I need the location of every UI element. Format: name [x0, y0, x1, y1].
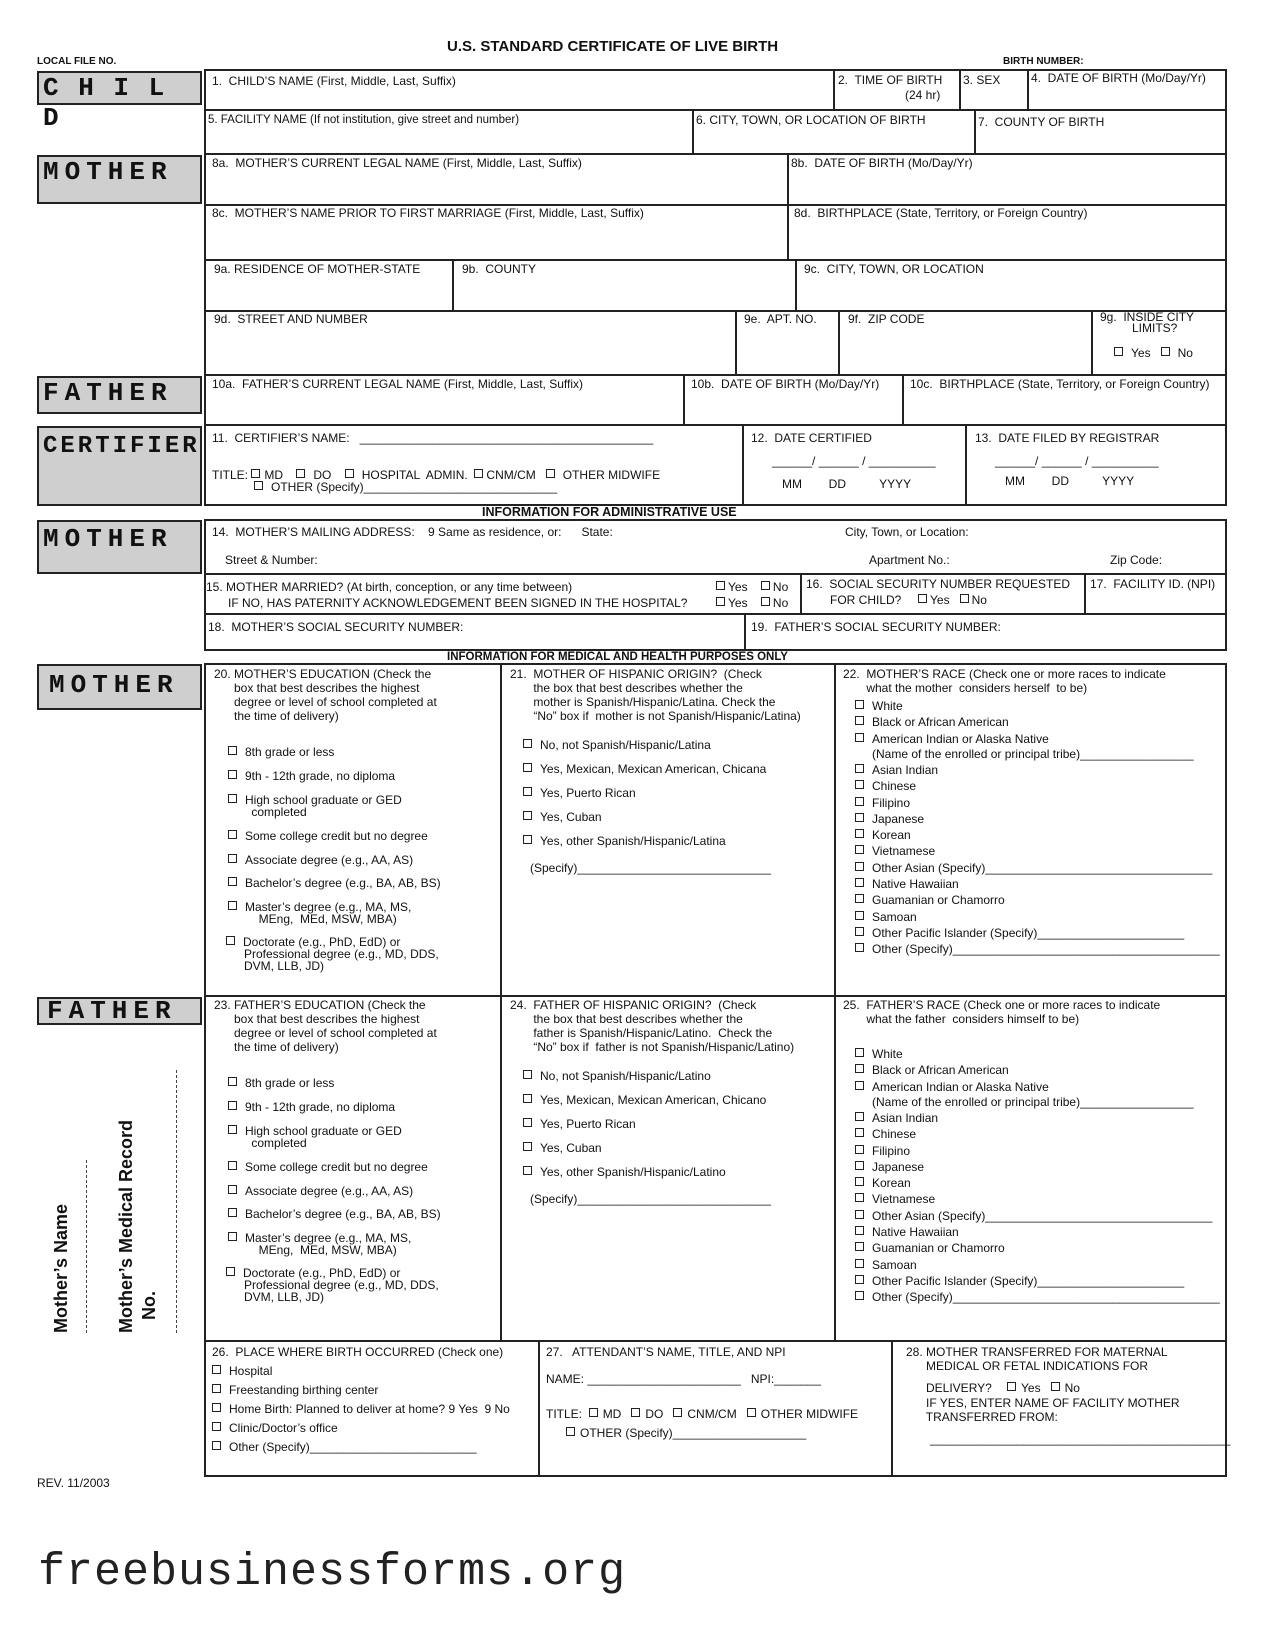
race-option[interactable]: Filipino: [855, 1144, 910, 1158]
field-9f: 9f. ZIP CODE: [848, 312, 925, 326]
race-option-checkbox[interactable]: [855, 733, 864, 742]
race-option-checkbox[interactable]: [855, 1210, 864, 1219]
race-option-checkbox[interactable]: [855, 813, 864, 822]
checkbox-27-cnm[interactable]: [673, 1408, 682, 1417]
race-option[interactable]: Other Asian (Specify)__________________________________: [855, 1209, 1212, 1223]
hispanic-option-checkbox[interactable]: [523, 1070, 532, 1079]
field-5: 5. FACILITY NAME (If not institution, give street and number): [208, 114, 520, 126]
hispanic-option-checkbox[interactable]: [523, 739, 532, 748]
education-option-checkbox[interactable]: [226, 1267, 235, 1276]
field-13-mm: MM DD YYYY: [1005, 474, 1135, 488]
race-option[interactable]: Other Asian (Specify)__________________________________: [855, 861, 1212, 875]
checkbox-15b-yes[interactable]: [716, 597, 725, 606]
field-14-apt: Apartment No.:: [869, 553, 950, 567]
mothers-name-label: Mother’s Name: [51, 1203, 71, 1333]
field-8b: 8b. DATE OF BIRTH (Mo/Day/Yr): [791, 156, 973, 170]
field-9c: 9c. CITY, TOWN, OR LOCATION: [804, 262, 984, 276]
revision-label: REV. 11/2003: [37, 1476, 110, 1490]
field-15a: 15. MOTHER MARRIED? (At birth, conception, or any time between): [206, 580, 573, 594]
field-12-line[interactable]: ______/ ______ / __________: [772, 454, 936, 468]
race-option[interactable]: Korean: [855, 1176, 911, 1190]
race-option-checkbox[interactable]: [855, 1112, 864, 1121]
checkbox-11-other[interactable]: [254, 481, 263, 490]
hispanic-option-checkbox[interactable]: [523, 763, 532, 772]
checkbox-27-do[interactable]: [631, 1408, 640, 1417]
place-option-checkbox[interactable]: [212, 1384, 221, 1393]
race-option[interactable]: Samoan: [855, 910, 917, 924]
education-option-cont: DVM, LLB, JD): [244, 1290, 325, 1304]
education-option[interactable]: Doctorate (e.g., PhD, EdD) or: [226, 1266, 400, 1280]
field-13-line[interactable]: ______/ ______ / __________: [995, 454, 1159, 468]
race-option-checkbox[interactable]: [855, 780, 864, 789]
field-9d: 9d. STREET AND NUMBER: [214, 312, 368, 326]
field-10a: 10a. FATHER’S CURRENT LEGAL NAME (First, Middle, Last, Suffix): [212, 377, 583, 391]
education-option-checkbox[interactable]: [228, 794, 237, 803]
education-option[interactable]: High school graduate or GED: [228, 793, 402, 807]
checkbox-27-mw[interactable]: [747, 1408, 756, 1417]
race-option[interactable]: Other (Specify)________________________________________: [855, 942, 1220, 956]
transfer-line: IF YES, ENTER NAME OF FACILITY MOTHER: [906, 1396, 1180, 1410]
mothers-name-line[interactable]: [86, 1160, 87, 1333]
race-option[interactable]: Filipino: [855, 796, 910, 810]
field-13: 13. DATE FILED BY REGISTRAR: [975, 431, 1160, 445]
hispanic-specify: (Specify)_____________________________: [530, 1192, 771, 1206]
race-option-checkbox[interactable]: [855, 894, 864, 903]
hispanic-option[interactable]: No, not Spanish/Hispanic/Latino: [523, 1069, 711, 1083]
field-15-options2: Yes No: [716, 596, 788, 610]
field-18: 18. MOTHER’S SOCIAL SECURITY NUMBER:: [208, 620, 464, 634]
column-heading: box that best describes the highest: [214, 1012, 420, 1026]
education-option-checkbox[interactable]: [228, 854, 237, 863]
column-heading: the time of delivery): [214, 709, 339, 723]
race-option-checkbox[interactable]: [855, 1145, 864, 1154]
field-28-line[interactable]: _____________________________________________: [930, 1432, 1231, 1446]
race-option[interactable]: Guamanian or Chamorro: [855, 1241, 1005, 1255]
column-heading: 25. FATHER’S RACE (Check one or more races to indicate: [843, 998, 1161, 1012]
race-option[interactable]: American Indian or Alaska Native: [855, 1080, 1049, 1094]
race-option-checkbox[interactable]: [855, 829, 864, 838]
field-8a: 8a. MOTHER’S CURRENT LEGAL NAME (First, Middle, Last, Suffix): [212, 156, 582, 170]
race-option-checkbox[interactable]: [855, 1048, 864, 1057]
race-option[interactable]: Other (Specify)________________________________________: [855, 1290, 1220, 1304]
section-mother-medical: MOTHER: [37, 664, 202, 710]
hispanic-option[interactable]: Yes, other Spanish/Hispanic/Latina: [523, 834, 726, 848]
education-option[interactable]: Master’s degree (e.g., MA, MS,: [228, 900, 411, 914]
field-10c: 10c. BIRTHPLACE (State, Territory, or Foreign Country): [910, 377, 1210, 391]
field-17: 17. FACILITY ID. (NPI): [1090, 577, 1216, 591]
field-11: 11. CERTIFIER’S NAME: ____________________________________________: [212, 431, 654, 445]
race-option[interactable]: Guamanian or Chamorro: [855, 893, 1005, 907]
hispanic-option[interactable]: Yes, other Spanish/Hispanic/Latino: [523, 1165, 726, 1179]
field-27-title: TITLE: MD DO CNM/CM OTHER MIDWIFE: [546, 1407, 859, 1421]
hispanic-option[interactable]: Yes, Puerto Rican: [523, 1117, 636, 1131]
race-option-checkbox[interactable]: [855, 1161, 864, 1170]
field-9b: 9b. COUNTY: [462, 262, 537, 276]
race-option[interactable]: Chinese: [855, 1127, 916, 1141]
race-option-checkbox[interactable]: [855, 700, 864, 709]
education-option[interactable]: 9th - 12th grade, no diploma: [228, 769, 395, 783]
education-option-cont: Professional degree (e.g., MD, DDS,: [244, 1278, 439, 1292]
place-option-checkbox[interactable]: [212, 1422, 221, 1431]
checkbox-9g-no[interactable]: [1161, 347, 1170, 356]
field-14-street: Street & Number:: [225, 553, 318, 567]
field-14-zip: Zip Code:: [1110, 553, 1163, 567]
hispanic-option-checkbox[interactable]: [523, 1142, 532, 1151]
column-heading: degree or level of school completed at: [214, 1026, 437, 1040]
education-option[interactable]: 8th grade or less: [228, 1076, 334, 1090]
hispanic-option-checkbox[interactable]: [523, 1094, 532, 1103]
education-option[interactable]: Bachelor’s degree (e.g., BA, AB, BS): [228, 1207, 441, 1221]
education-option-checkbox[interactable]: [228, 1077, 237, 1086]
education-option-cont: completed: [248, 1136, 307, 1150]
column-heading: 23. FATHER’S EDUCATION (Check the: [214, 998, 426, 1012]
education-option-cont: Professional degree (e.g., MD, DDS,: [244, 947, 439, 961]
section-mother-admin: MOTHER: [37, 520, 202, 574]
column-heading: mother is Spanish/Hispanic/Latina. Check the: [510, 695, 776, 709]
race-option[interactable]: Native Hawaiian: [855, 1225, 959, 1239]
race-option[interactable]: Vietnamese: [855, 1192, 935, 1206]
transfer-line: MEDICAL OR FETAL INDICATIONS FOR: [906, 1359, 1149, 1373]
hispanic-specify: (Specify)_____________________________: [530, 861, 771, 875]
field-9g: 9g. INSIDE CITY: [1100, 310, 1195, 324]
race-option[interactable]: Asian Indian: [855, 763, 938, 777]
place-option[interactable]: Freestanding birthing center: [212, 1383, 378, 1397]
race-option-checkbox[interactable]: [855, 1177, 864, 1186]
race-option[interactable]: Black or African American: [855, 1063, 1009, 1077]
hispanic-option[interactable]: Yes, Cuban: [523, 1141, 602, 1155]
medical-heading: INFORMATION FOR MEDICAL AND HEALTH PURPOSES ONLY: [447, 651, 788, 663]
race-tribe-line: (Name of the enrolled or principal tribe)_________________: [872, 746, 1194, 761]
race-option-checkbox[interactable]: [855, 1128, 864, 1137]
field-14-city: City, Town, or Location:: [845, 525, 969, 539]
education-option-checkbox[interactable]: [228, 1208, 237, 1217]
field-11-title: TITLE: MD DO HOSPITAL ADMIN. CNM/CM OTHER MIDWIFE: [212, 468, 661, 482]
checkbox-16-yes[interactable]: [918, 594, 927, 603]
field-11-other: OTHER (Specify)_____________________________: [254, 480, 557, 494]
field-1: 1. CHILD’S NAME (First, Middle, Last, Suffix): [212, 74, 456, 88]
field-9a: 9a. RESIDENCE OF MOTHER-STATE: [214, 262, 421, 276]
column-heading: 21. MOTHER OF HISPANIC ORIGIN? (Check: [510, 667, 762, 681]
watermark: freebusinessforms.org: [38, 1547, 627, 1598]
field-3: 3. SEX: [963, 73, 1001, 87]
education-option[interactable]: Associate degree (e.g., AA, AS): [228, 1184, 413, 1198]
checkbox-16-no[interactable]: [960, 594, 969, 603]
checkbox-11-cnm[interactable]: [474, 469, 483, 478]
education-option-checkbox[interactable]: [228, 1125, 237, 1134]
column-heading: 22. MOTHER’S RACE (Check one or more races to indicate: [843, 667, 1166, 681]
hispanic-option-checkbox[interactable]: [523, 811, 532, 820]
checkbox-15-no[interactable]: [761, 581, 770, 590]
education-option[interactable]: Some college credit but no degree: [228, 1160, 428, 1174]
transfer-line: DELIVERY?: [906, 1381, 992, 1395]
race-option-checkbox[interactable]: [855, 1291, 864, 1300]
section-father-medical: FATHER: [37, 997, 202, 1025]
place-option[interactable]: Other (Specify)_________________________: [212, 1440, 477, 1454]
column-heading: father is Spanish/Hispanic/Latino. Check the: [510, 1026, 773, 1040]
hispanic-option-checkbox[interactable]: [523, 787, 532, 796]
section-child: C H I L D: [37, 71, 202, 105]
field-2b: (24 hr): [905, 88, 941, 102]
field-19: 19. FATHER’S SOCIAL SECURITY NUMBER:: [751, 620, 1001, 634]
education-option-cont: MEng, MEd, MSW, MBA): [252, 1243, 397, 1257]
race-option[interactable]: Asian Indian: [855, 1111, 938, 1125]
education-option[interactable]: Some college credit but no degree: [228, 829, 428, 843]
race-option[interactable]: Native Hawaiian: [855, 877, 959, 891]
hispanic-option[interactable]: Yes, Puerto Rican: [523, 786, 636, 800]
field-9e: 9e. APT. NO.: [744, 312, 817, 326]
race-tribe-line: (Name of the enrolled or principal tribe)_________________: [872, 1094, 1194, 1109]
race-option[interactable]: Black or African American: [855, 715, 1009, 729]
place-heading: 26. PLACE WHERE BIRTH OCCURRED (Check one): [212, 1345, 504, 1359]
checkbox-15-yes[interactable]: [716, 581, 725, 590]
education-option-cont: MEng, MEd, MSW, MBA): [252, 912, 397, 926]
education-option-checkbox[interactable]: [228, 1161, 237, 1170]
race-option[interactable]: Other Pacific Islander (Specify)______________________: [855, 1274, 1184, 1288]
medical-record-line[interactable]: [176, 1070, 177, 1333]
race-option-checkbox[interactable]: [855, 1193, 864, 1202]
race-option-checkbox[interactable]: [855, 927, 864, 936]
field-27-name[interactable]: NAME: _______________________ NPI:_______: [546, 1372, 821, 1386]
column-heading: “No” box if mother is not Spanish/Hispanic/Latina): [510, 709, 801, 723]
education-option-checkbox[interactable]: [228, 901, 237, 910]
column-heading: what the father considers himself to be): [843, 1012, 1080, 1026]
field-9g-options[interactable]: Yes No: [1114, 346, 1193, 360]
hispanic-option[interactable]: Yes, Mexican, Mexican American, Chicano: [523, 1093, 766, 1107]
field-8c: 8c. MOTHER’S NAME PRIOR TO FIRST MARRIAGE (First, Middle, Last, Suffix): [212, 206, 644, 220]
race-option[interactable]: Japanese: [855, 1160, 924, 1174]
checkbox-11-mw[interactable]: [546, 469, 555, 478]
place-option-checkbox[interactable]: [212, 1441, 221, 1450]
section-certifier: CERTIFIER: [37, 426, 202, 506]
field-15-options1: Yes No: [716, 580, 788, 594]
race-option-checkbox[interactable]: [855, 1242, 864, 1251]
field-28-options: Yes No: [1007, 1381, 1080, 1395]
local-file-label: LOCAL FILE NO.: [37, 56, 117, 67]
transfer-line: 28. MOTHER TRANSFERRED FOR MATERNAL: [906, 1345, 1168, 1359]
race-option-checkbox[interactable]: [855, 1259, 864, 1268]
column-heading: the box that best describes whether the: [510, 1012, 743, 1026]
education-option-checkbox[interactable]: [228, 746, 237, 755]
field-14: 14. MOTHER’S MAILING ADDRESS: 9 Same as residence, or: State:: [212, 525, 613, 539]
education-option[interactable]: Associate degree (e.g., AA, AS): [228, 853, 413, 867]
education-option[interactable]: Master’s degree (e.g., MA, MS,: [228, 1231, 411, 1245]
race-option[interactable]: American Indian or Alaska Native: [855, 732, 1049, 746]
section-mother: MOTHER: [37, 155, 202, 204]
education-option-cont: DVM, LLB, JD): [244, 959, 325, 973]
hispanic-option-checkbox[interactable]: [523, 835, 532, 844]
race-option[interactable]: White: [855, 1047, 903, 1061]
checkbox-11-hosp[interactable]: [345, 469, 354, 478]
race-option-checkbox[interactable]: [855, 797, 864, 806]
education-option-checkbox[interactable]: [228, 770, 237, 779]
race-option[interactable]: Other Pacific Islander (Specify)______________________: [855, 926, 1184, 940]
checkbox-28-no[interactable]: [1051, 1382, 1060, 1391]
field-7: 7. COUNTY OF BIRTH: [978, 115, 1105, 129]
education-option[interactable]: 9th - 12th grade, no diploma: [228, 1100, 395, 1114]
checkbox-15b-no[interactable]: [761, 597, 770, 606]
section-father: FATHER: [37, 376, 202, 414]
race-option-checkbox[interactable]: [855, 943, 864, 952]
field-8d: 8d. BIRTHPLACE (State, Territory, or Foreign Country): [794, 206, 1088, 220]
hispanic-option[interactable]: No, not Spanish/Hispanic/Latina: [523, 738, 711, 752]
column-heading: degree or level of school completed at: [214, 695, 437, 709]
checkbox-11-md[interactable]: [251, 469, 260, 478]
column-heading: box that best describes the highest: [214, 681, 420, 695]
column-heading: the box that best describes whether the: [510, 681, 743, 695]
race-option[interactable]: Samoan: [855, 1258, 917, 1272]
checkbox-27-md[interactable]: [589, 1408, 598, 1417]
race-option-checkbox[interactable]: [855, 1081, 864, 1090]
transfer-line: TRANSFERRED FROM:: [906, 1410, 1058, 1424]
race-option[interactable]: Chinese: [855, 779, 916, 793]
race-option-checkbox[interactable]: [855, 1064, 864, 1073]
race-option-checkbox[interactable]: [855, 764, 864, 773]
birth-number-label: BIRTH NUMBER:: [1003, 56, 1084, 67]
medical-record-no-label: No.: [139, 1291, 159, 1320]
form-title: U.S. STANDARD CERTIFICATE OF LIVE BIRTH: [447, 38, 779, 55]
place-option-checkbox[interactable]: [212, 1365, 221, 1374]
column-heading: 20. MOTHER’S EDUCATION (Check the: [214, 667, 432, 681]
education-option[interactable]: Bachelor’s degree (e.g., BA, AB, BS): [228, 876, 441, 890]
race-option-checkbox[interactable]: [855, 911, 864, 920]
education-option-checkbox[interactable]: [228, 1232, 237, 1241]
field-4: 4. DATE OF BIRTH (Mo/Day/Yr): [1031, 71, 1206, 85]
place-option-checkbox[interactable]: [212, 1403, 221, 1412]
field-10b: 10b. DATE OF BIRTH (Mo/Day/Yr): [691, 377, 880, 391]
education-option[interactable]: Doctorate (e.g., PhD, EdD) or: [226, 935, 400, 949]
place-option[interactable]: Hospital: [212, 1364, 272, 1378]
checkbox-11-do[interactable]: [296, 469, 305, 478]
race-option[interactable]: Vietnamese: [855, 844, 935, 858]
place-option[interactable]: Home Birth: Planned to deliver at home? 9 Yes 9 No: [212, 1402, 510, 1416]
hispanic-option-checkbox[interactable]: [523, 1118, 532, 1127]
column-heading: what the mother considers herself to be): [843, 681, 1088, 695]
column-heading: the time of delivery): [214, 1040, 339, 1054]
column-heading: “No” box if father is not Spanish/Hispanic/Latino): [510, 1040, 795, 1054]
race-option-checkbox[interactable]: [855, 716, 864, 725]
field-27: 27. ATTENDANT’S NAME, TITLE, AND NPI: [546, 1345, 786, 1359]
place-option[interactable]: Clinic/Doctor’s office: [212, 1421, 338, 1435]
field-16: 16. SOCIAL SECURITY NUMBER REQUESTED: [806, 577, 1071, 591]
column-heading: 24. FATHER OF HISPANIC ORIGIN? (Check: [510, 998, 757, 1012]
race-option-checkbox[interactable]: [855, 1275, 864, 1284]
field-15b: IF NO, HAS PATERNITY ACKNOWLEDGEMENT BEEN SIGNED IN THE HOSPITAL?: [228, 596, 688, 610]
checkbox-28-yes[interactable]: [1007, 1382, 1016, 1391]
field-12-mm: MM DD YYYY: [782, 477, 912, 491]
field-2: 2. TIME OF BIRTH: [838, 73, 943, 87]
admin-heading: INFORMATION FOR ADMINISTRATIVE USE: [482, 505, 737, 519]
education-option-checkbox[interactable]: [228, 1185, 237, 1194]
race-option[interactable]: Korean: [855, 828, 911, 842]
hispanic-option[interactable]: Yes, Mexican, Mexican American, Chicana: [523, 762, 766, 776]
education-option-checkbox[interactable]: [228, 830, 237, 839]
race-option-checkbox[interactable]: [855, 862, 864, 871]
race-option-checkbox[interactable]: [855, 1226, 864, 1235]
field-6: 6. CITY, TOWN, OR LOCATION OF BIRTH: [696, 113, 926, 127]
race-option[interactable]: White: [855, 699, 903, 713]
checkbox-27-other[interactable]: [566, 1427, 575, 1436]
hispanic-option[interactable]: Yes, Cuban: [523, 810, 602, 824]
checkbox-9g-yes[interactable]: [1114, 347, 1123, 356]
education-option-checkbox[interactable]: [226, 936, 235, 945]
hispanic-option-checkbox[interactable]: [523, 1166, 532, 1175]
education-option-cont: completed: [248, 805, 307, 819]
education-option-checkbox[interactable]: [228, 877, 237, 886]
medical-record-label: Mother’s Medical Record: [116, 1119, 136, 1333]
education-option[interactable]: 8th grade or less: [228, 745, 334, 759]
education-option-checkbox[interactable]: [228, 1101, 237, 1110]
race-option[interactable]: Japanese: [855, 812, 924, 826]
education-option[interactable]: High school graduate or GED: [228, 1124, 402, 1138]
field-12: 12. DATE CERTIFIED: [751, 431, 872, 445]
race-option-checkbox[interactable]: [855, 845, 864, 854]
field-27-other: OTHER (Specify)____________________: [566, 1426, 806, 1440]
field-9g-limits: LIMITS?: [1132, 321, 1178, 335]
field-16b: FOR CHILD? Yes No: [830, 593, 987, 607]
race-option-checkbox[interactable]: [855, 878, 864, 887]
